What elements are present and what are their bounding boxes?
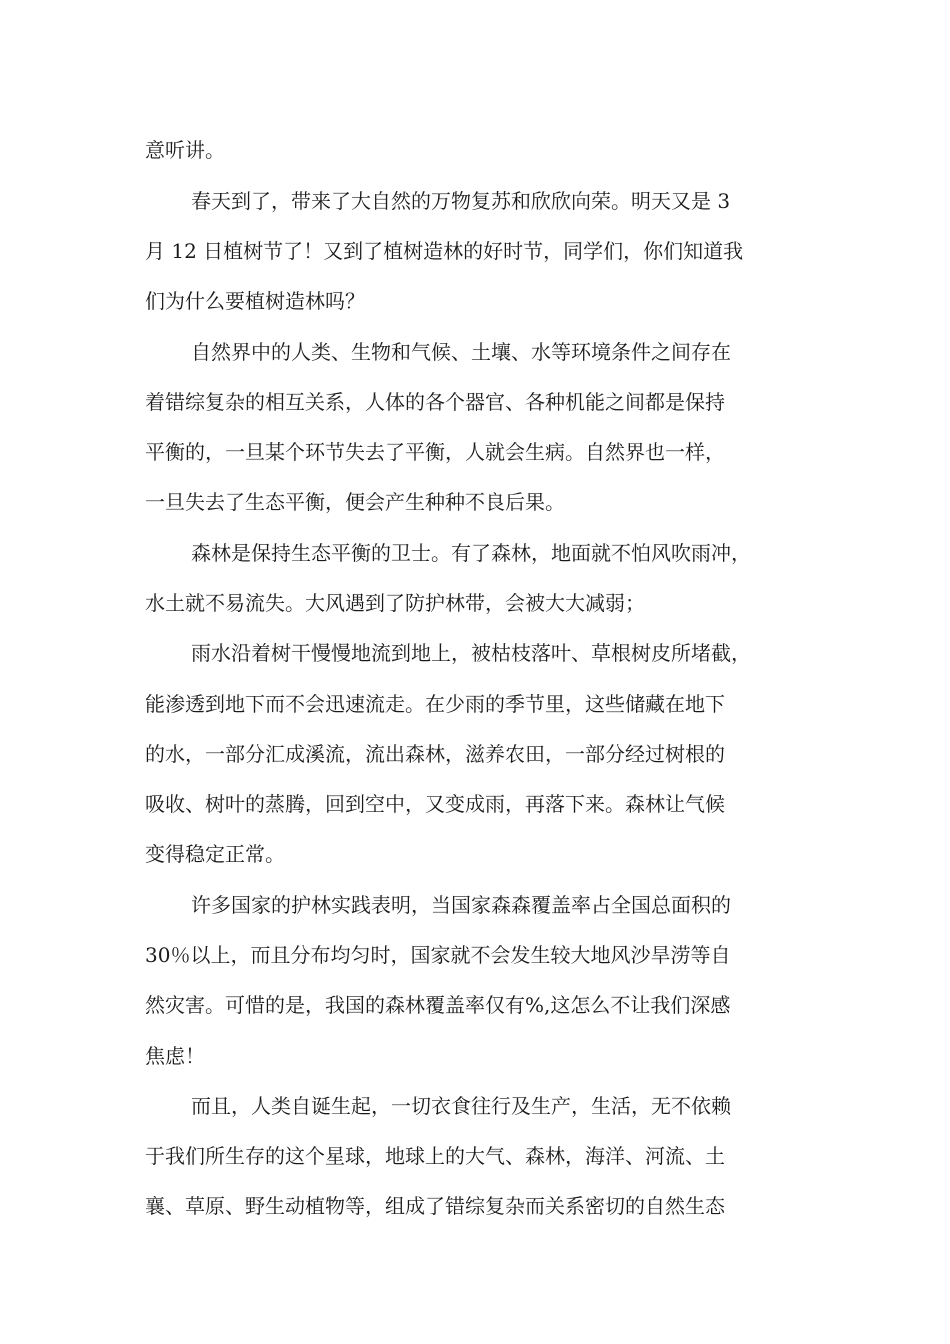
text-line: 的水，一部分汇成溪流，流出森林，滋养农田，一部分经过树根的 [145, 742, 725, 766]
paragraph-first-line: 春天到了，带来了大自然的万物复苏和欣欣向荣。明天又是 3 [191, 189, 731, 213]
text-line: 然灾害。可惜的是，我国的森林覆盖率仅有%,这怎么不让我们深感 [145, 993, 731, 1017]
text-line: 吸收、树叶的蒸腾，回到空中，又变成雨，再落下来。森林让气候 [145, 792, 725, 816]
text-line: 30％以上，而且分布均匀时，国家就不会发生较大地风沙旱涝等自 [145, 943, 731, 967]
text-line: 焦虑！ [145, 1044, 205, 1068]
text-line: 着错综复杂的相互关系，人体的各个器官、各种机能之间都是保持 [145, 390, 725, 414]
paragraph-first-line: 许多国家的护林实践表明，当国家森森覆盖率占全国总面积的 [191, 893, 731, 917]
text-line: 一旦失去了生态平衡，便会产生种种不良后果。 [145, 490, 565, 514]
text-line: 意听讲。 [145, 138, 225, 162]
text-line: 能渗透到地下而不会迅速流走。在少雨的季节里，这些储藏在地下 [145, 692, 725, 716]
paragraph-first-line: 雨水沿着树干慢慢地流到地上，被枯枝落叶、草根树皮所堵截， [191, 641, 751, 665]
text-line: 水土就不易流失。大风遇到了防护林带，会被大大减弱； [145, 591, 645, 615]
paragraph-first-line: 自然界中的人类、生物和气候、土壤、水等环境条件之间存在 [191, 340, 731, 364]
text-line: 平衡的，一旦某个环节失去了平衡，人就会生病。自然界也一样， [145, 440, 725, 464]
text-line: 襄、草原、野生动植物等，组成了错综复杂而关系密切的自然生态 [145, 1194, 725, 1218]
text-line: 们为什么要植树造林吗？ [145, 289, 365, 313]
text-line: 于我们所生存的这个星球，地球上的大气、森林，海洋、河流、土 [145, 1144, 725, 1168]
paragraph-first-line: 而且，人类自诞生起，一切衣食往行及生产，生活，无不依赖 [191, 1094, 731, 1118]
paragraph-first-line: 森林是保持生态平衡的卫士。有了森林，地面就不怕风吹雨冲， [191, 541, 751, 565]
text-line: 月 12 日植树节了！又到了植树造林的好时节，同学们，你们知道我 [145, 239, 744, 263]
text-line: 变得稳定正常。 [145, 842, 285, 866]
